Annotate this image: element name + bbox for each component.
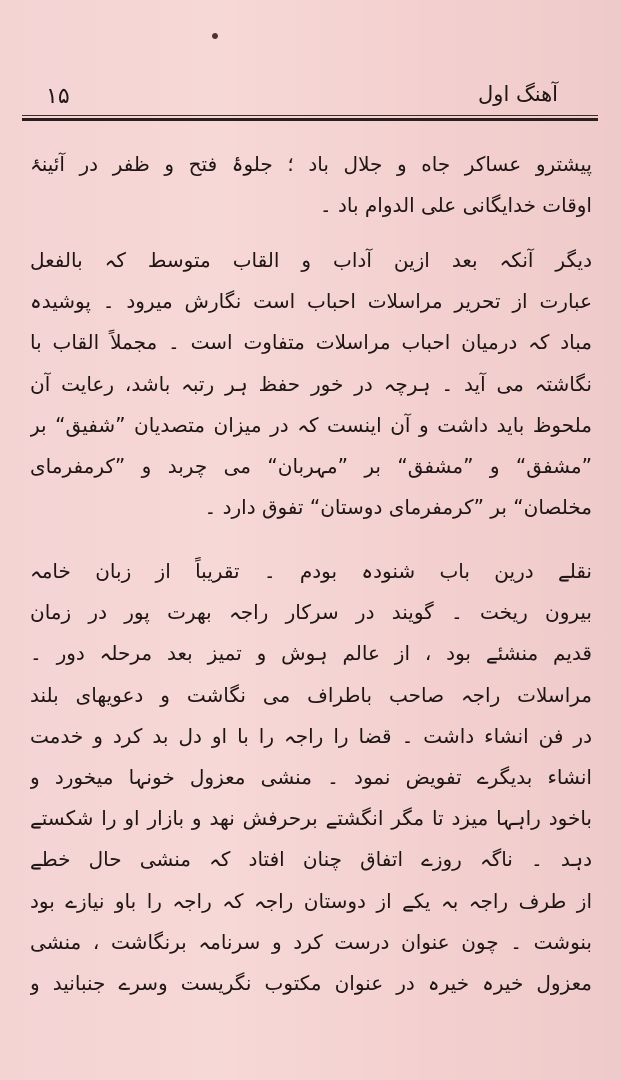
text-line: باخود راہہا میزد تا مگر انگشتے برحرفش نهد و بازار او را شکستے [30, 806, 592, 831]
header-rule-thick [22, 118, 598, 121]
text-line: دہد ۔ ناگہ روزے اتفاق چنان افتاد کہ منشی حال خطے [30, 847, 592, 872]
running-head: آهنگ اول [478, 82, 558, 106]
text-line: ملحوظ باید داشت و آن اینست کہ در میزان متصدیان ”شفیق“ بر [30, 412, 592, 437]
paragraph-1 [30, 144, 592, 226]
text-line: پیشترو عساکر جاه و جلال باد ؛ جلوۂ فتح و ظفر در آئینۂ [30, 152, 592, 176]
text-line: مخلصان“ بر ”کرمفرمای دوستان“ تفوق دارد ۔ [204, 495, 592, 520]
text-line: مراسلات راجہ صاحب باطراف می نگاشت و دعویهای بلند [30, 682, 592, 707]
paragraph-3 [30, 551, 592, 1004]
text-line: در فن انشاء داشت ۔ قضا را راجہ را با او دل بد کرد و خدمت [30, 723, 592, 748]
text-line: انشاء بدیگرے تفویض نمود ۔ منشی معزول خونہا میخورد و [30, 764, 592, 789]
page-header [22, 78, 598, 112]
text-line: عبارت از تحریر مراسلات احباب است نگارش میرود ۔ پوشیدہ [30, 289, 592, 314]
ink-dot [212, 33, 218, 39]
page-number: ۱۵ [46, 84, 70, 109]
text-line: نقلے درین باب شنودہ بودم ۔ تقریباً از زبان خامہ [30, 559, 592, 583]
text-line: بنوشت ۔ چون عنوان درست کرد و سرنامہ برنگاشت ، منشی [30, 929, 592, 954]
text-line: اوقات خدایگانی علی الدوام باد ۔ [319, 193, 592, 218]
header-rule-thin [22, 115, 598, 116]
text-line: دیگر آنکہ بعد ازین آداب و القاب متوسط کہ بالفعل [30, 248, 592, 272]
text-line: بیرون ریخت ۔ گویند در سرکار راجہ بھرت پور در زمان [30, 600, 592, 625]
text-line: ”مشفق“ و ”مشفق“ بر ”مہربان“ می چربد و ”کرمفرمای [30, 453, 592, 478]
paragraph-2 [30, 240, 592, 528]
text-line: نگاشتہ می آید ۔ ہرچہ در خور حفظ ہر رتبہ باشد، رعایت آن [30, 371, 592, 396]
text-line: مباد کہ درمیان احباب مراسلات متفاوت است ۔ مجملاً القاب با [30, 330, 592, 355]
text-line: معزول خیرہ خیرہ در عنوان مکتوب نگریست وسرے جنبانید و [30, 970, 592, 995]
text-line: از طرف راجہ بہ یکے از دوستان راجہ کہ راجہ را باو نیازے بود [30, 888, 592, 913]
text-line: قدیم منشئے بود ، از عالم ہوش و تمیز بعد مرحلہ دور ۔ [30, 641, 592, 666]
